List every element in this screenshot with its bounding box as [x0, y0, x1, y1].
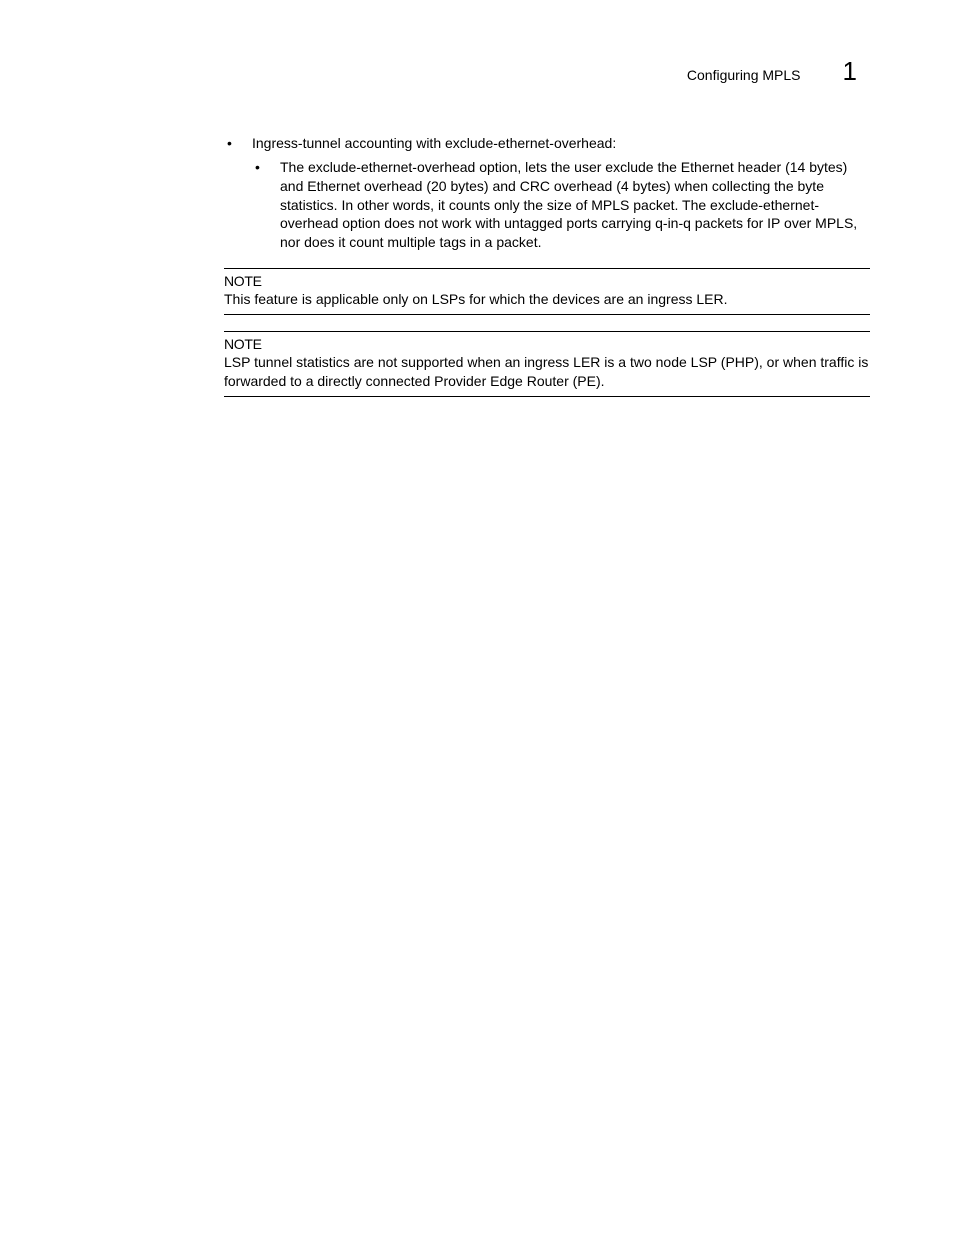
- list-item-text: Ingress-tunnel accounting with exclude-ethernet-overhead:: [252, 135, 617, 151]
- bullet-icon: •: [255, 159, 260, 175]
- sub-bullet-list: [252, 158, 870, 252]
- bullet-icon: •: [227, 135, 232, 151]
- note-label: NOTE: [224, 272, 262, 289]
- note-box: [224, 268, 870, 315]
- main-content: [224, 134, 870, 397]
- bullet-list: [224, 134, 870, 252]
- chapter-number: 1: [842, 56, 857, 86]
- running-header-title: Configuring MPLS: [686, 67, 801, 83]
- sub-list-item-text: The exclude-ethernet-overhead option, lets the user exclude the Ethernet header (14 bytes) and Ethernet overhead (20 bytes) and CRC overhead (4 bytes) when collecting the byte statistics. In other words, it counts only the size of MPLS packet. The exclude-ethernet-overhead option does not work with untagged ports carrying q-in-q packets for IP over MPLS, nor does it count multiple tags in a packet.: [280, 159, 858, 251]
- note-text: This feature is applicable only on LSPs for which the devices are an ingress LER.: [224, 290, 728, 307]
- running-header: [687, 58, 857, 84]
- list-item: [224, 134, 870, 252]
- sub-list-item: [252, 158, 870, 252]
- note-box: [224, 331, 870, 397]
- note-text: LSP tunnel statistics are not supported when an ingress LER is a two node LSP (PHP), or when traffic is forwarded to a directly connected Provider Edge Router (PE).: [224, 353, 869, 389]
- note-label: NOTE: [224, 335, 262, 352]
